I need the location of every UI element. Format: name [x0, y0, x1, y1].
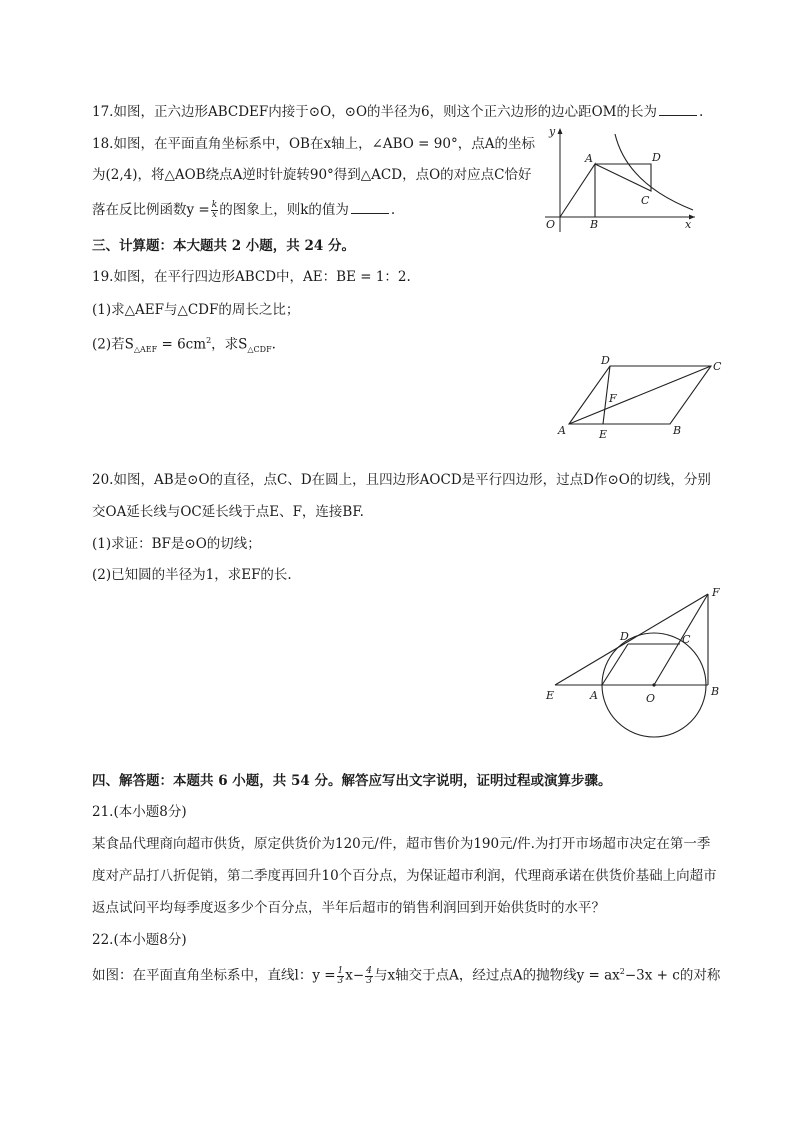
q20-figure — [540, 582, 730, 742]
q20-line1: 20.如图，AB是⊙O的直径，点C、D在圆上，且四边形AOCD是平行四边形，过点D作⊙O的切线，分别 — [92, 472, 711, 488]
q21-heading: 21.(本小题8分) — [92, 804, 187, 820]
label: E — [599, 428, 608, 441]
section-4-heading: 四、解答题：本题共 6 小题，共 54 分。解答应写出文字说明，证明过程或演算步骤。 — [92, 773, 612, 789]
label: B — [711, 685, 720, 698]
q18-line2: 为(2,4)，将△AOB绕点A逆时针旋转90°得到△ACD，点O的对应点C恰好 — [92, 167, 532, 183]
label: y — [549, 125, 556, 138]
triangle-aob — [560, 164, 595, 217]
label: x — [685, 218, 692, 231]
q20-part2: (2)已知圆的半径为1，求EF的长. — [92, 567, 292, 583]
label: A — [585, 152, 593, 165]
q20-line2: 交OA延长线与OC延长线于点E、F，连接BF. — [92, 504, 364, 520]
q17-answer-blank[interactable] — [659, 103, 697, 116]
q18-line1: 18.如图，在平面直角坐标系中，OB在x轴上，∠ABO = 90°，点A的坐标 — [92, 136, 535, 152]
q21-line2: 度对产品打八折促销，第二季度再回升10个百分点，为保证超市利润，代理商承诺在供货价基础上向超市 — [92, 868, 717, 884]
q19-part1: (1)求△AEF与△CDF的周长之比； — [92, 302, 300, 318]
segment-of — [654, 594, 708, 685]
q18-figure — [535, 124, 700, 236]
section-3-heading: 三、计算题：本大题共 2 小题，共 24 分。 — [92, 238, 355, 254]
q17-line: 17.如图，正六边形ABCDEF内接于⊙O，⊙O的半径为6，则这个正六边形的边心距OM的长为 . — [92, 104, 704, 120]
hyperbola-curve — [615, 134, 693, 210]
q21-line1: 某食品代理商向超市供货，原定供货价为120元/件，超市售价为190元/件.为打开市场超市决定在第一季 — [92, 836, 711, 852]
label: O — [546, 218, 556, 231]
q18-fraction: $\frac{k}{x}$ — [211, 200, 218, 220]
label: F — [712, 586, 720, 599]
q18-line3: 落在反比例函数y = $\frac{k}{x}$ 的图象上，则k的值为 . — [92, 200, 396, 220]
label: D — [601, 354, 610, 367]
q19-part2: (2)若$S_{\triangle AEF} = 6cm^2$，求$S_{\triangle CDF}$. — [92, 336, 276, 355]
label: A — [590, 689, 598, 702]
label: E — [546, 689, 555, 702]
q18-answer-blank[interactable] — [351, 201, 389, 214]
label: D — [652, 151, 661, 164]
center-o — [652, 683, 655, 686]
label: B — [590, 218, 599, 231]
diagonal-ac — [569, 366, 711, 424]
triangle-acd — [595, 164, 651, 191]
q22-line1: 如图：在平面直角坐标系中，直线l：y = $\frac{1}{3}$ x− $\frac{4}{3}$ 与x轴交于点A，经过点A的抛物线$y = ax^2-3x + c$的对称 — [92, 965, 721, 986]
q20-part1: (1)求证：BF是⊙O的切线； — [92, 536, 261, 552]
label: O — [646, 692, 656, 705]
label: F — [609, 392, 617, 405]
label: A — [558, 424, 566, 437]
q17-text: 17.如图，正六边形ABCDEF内接于⊙O，⊙O的半径为6，则这个正六边形的边心距OM的长为 — [92, 104, 658, 120]
q22-heading: 22.(本小题8分) — [92, 932, 187, 948]
label: C — [713, 360, 722, 373]
q19-stem: 19.如图，在平行四边形ABCD中，AE：BE = 1：2. — [92, 269, 411, 285]
label: C — [682, 633, 691, 646]
q21-line3: 返点试问平均每季度返多少个百分点，半年后超市的销售利润回到开始供货时的水平？ — [92, 900, 605, 916]
label: C — [641, 194, 650, 207]
label: D — [620, 630, 629, 643]
q19-figure — [555, 352, 730, 444]
label: B — [673, 424, 682, 437]
